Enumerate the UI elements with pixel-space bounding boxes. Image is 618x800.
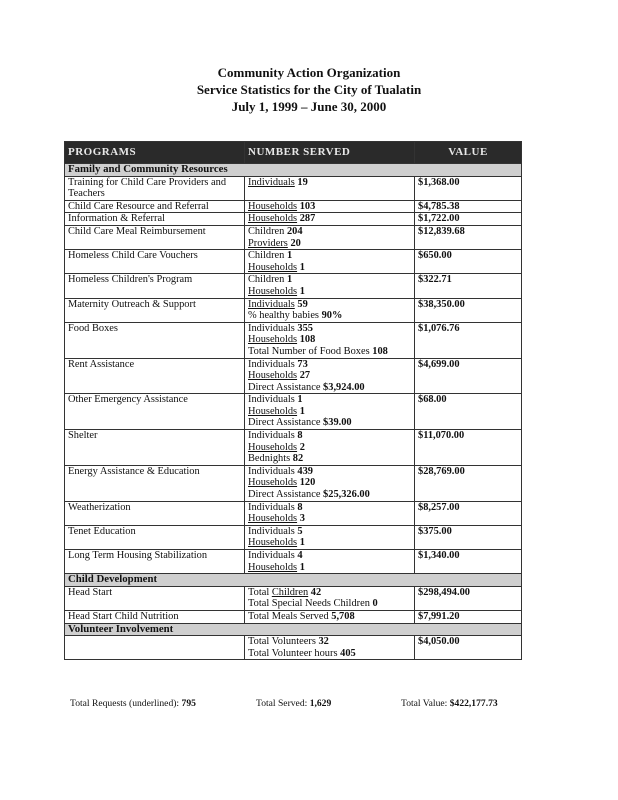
served-label: Individuals: [248, 525, 295, 537]
section-header-row: [65, 574, 522, 587]
served-line: [248, 359, 411, 371]
served-label: Total Number of Food Boxes: [248, 345, 370, 357]
served-count: 204: [286, 225, 303, 237]
served-count: 1: [299, 285, 305, 297]
served-label: Children: [248, 225, 285, 237]
number-served-cell: [245, 322, 415, 358]
table-row: [65, 213, 522, 226]
program-value: $322.71: [415, 274, 522, 298]
table-row: [65, 394, 522, 430]
program-name: Tenet Education: [65, 525, 245, 549]
number-served-cell: [245, 610, 415, 623]
served-label: Total Volunteers: [248, 636, 316, 648]
program-name: Maternity Outreach & Support: [65, 298, 245, 322]
served-count: 32: [318, 636, 329, 648]
served-count: 1: [299, 561, 305, 573]
number-served-cell: [245, 225, 415, 249]
served-line: [248, 648, 411, 660]
program-name: Head Start: [65, 586, 245, 610]
served-count: 405: [340, 647, 356, 659]
served-label: Individuals: [248, 322, 295, 334]
number-served-cell: [245, 358, 415, 394]
number-served-cell: [245, 465, 415, 501]
program-name: Homeless Children's Program: [65, 274, 245, 298]
table-row: [65, 225, 522, 249]
program-name: Food Boxes: [65, 322, 245, 358]
number-served-cell: [245, 274, 415, 298]
served-count: 1: [286, 250, 293, 262]
served-line: [248, 417, 411, 429]
served-count: $3,924.00: [323, 381, 365, 393]
served-line: [248, 323, 411, 335]
served-line: [248, 489, 411, 501]
total-requests-label: Total Requests (underlined):: [70, 698, 180, 709]
table-row: [65, 298, 522, 322]
number-served-cell: [245, 250, 415, 274]
served-count: 5,708: [331, 610, 355, 622]
served-label: Households: [248, 513, 298, 525]
served-label: Households: [248, 561, 298, 573]
served-label: Individuals: [248, 430, 295, 442]
program-value: $7,991.20: [415, 610, 522, 623]
served-label: Households: [248, 405, 298, 417]
served-count: 19: [297, 176, 308, 188]
table-row: [65, 322, 522, 358]
program-value: $68.00: [415, 394, 522, 430]
program-value: $375.00: [415, 525, 522, 549]
served-label: Households: [248, 213, 298, 225]
served-count: 2: [299, 441, 305, 453]
served-count: 1: [299, 261, 305, 273]
served-line: [248, 430, 411, 442]
served-label: Individuals: [248, 176, 295, 188]
program-value: $12,839.68: [415, 225, 522, 249]
program-name: Information & Referral: [65, 213, 245, 226]
served-line: [248, 238, 411, 250]
served-line: [248, 346, 411, 358]
served-line: [248, 370, 411, 382]
number-served-cell: [245, 550, 415, 574]
header-programs: PROGRAMS: [65, 142, 245, 164]
table-row: [65, 430, 522, 466]
header-value: VALUE: [415, 142, 522, 164]
section-title: Volunteer Involvement: [65, 623, 522, 636]
served-label: Children: [248, 250, 285, 262]
served-count: $39.00: [323, 417, 352, 429]
total-served: [256, 698, 331, 709]
program-name: Energy Assistance & Education: [65, 465, 245, 501]
served-label: Total Special Needs Children: [248, 598, 370, 610]
section-header-row: [65, 623, 522, 636]
served-label: Households: [248, 477, 298, 489]
program-name: Training for Child Care Providers and Teachers: [65, 176, 245, 200]
program-value: $38,350.00: [415, 298, 522, 322]
program-name: Long Term Housing Stabilization: [65, 550, 245, 574]
table-row: [65, 501, 522, 525]
served-count: 20: [290, 237, 301, 249]
served-count: 59: [297, 298, 308, 310]
served-line: [248, 513, 411, 525]
title-period: July 1, 1999 – June 30, 2000: [231, 99, 387, 114]
table-body: [65, 164, 522, 660]
served-line: [248, 562, 411, 574]
served-line: [248, 537, 411, 549]
program-value: $11,070.00: [415, 430, 522, 466]
program-value: $1,076.76: [415, 322, 522, 358]
total-requests: [70, 698, 196, 709]
number-served-cell: [245, 394, 415, 430]
program-value: $28,769.00: [415, 465, 522, 501]
served-label: Providers: [248, 237, 288, 249]
served-line: [248, 598, 411, 610]
total-value-amount: $422,177.73: [449, 698, 498, 709]
table-row: [65, 274, 522, 298]
program-name: Rent Assistance: [65, 358, 245, 394]
program-name: Shelter: [65, 430, 245, 466]
program-name: Other Emergency Assistance: [65, 394, 245, 430]
served-count: 439: [297, 465, 313, 477]
served-label: Households: [248, 285, 298, 297]
table-row: [65, 586, 522, 610]
served-count: 0: [372, 598, 378, 610]
served-label: Households: [248, 370, 298, 382]
program-name: Weatherization: [65, 501, 245, 525]
served-count: 1: [297, 394, 303, 406]
total-value: [401, 698, 498, 709]
program-value: $4,050.00: [415, 636, 522, 660]
program-name: [65, 636, 245, 660]
served-count: 73: [297, 358, 308, 370]
served-label: Children: [271, 586, 309, 598]
served-label: Households: [248, 537, 298, 549]
served-line: [248, 550, 411, 562]
section-title: Child Development: [65, 574, 522, 587]
table-row: [65, 176, 522, 200]
table-row: [65, 250, 522, 274]
served-line: [248, 466, 411, 478]
served-label: Total Volunteer hours: [248, 647, 338, 659]
served-prefix: Total: [248, 586, 272, 598]
program-value: $1,340.00: [415, 550, 522, 574]
number-served-cell: [245, 430, 415, 466]
program-name: Homeless Child Care Vouchers: [65, 250, 245, 274]
served-line: [248, 213, 411, 225]
served-label: Individuals: [248, 501, 295, 513]
program-value: $298,494.00: [415, 586, 522, 610]
served-count: $25,326.00: [323, 489, 370, 501]
served-line: [248, 299, 411, 311]
served-count: 82: [292, 453, 304, 465]
served-count: 5: [297, 525, 303, 537]
total-requests-value: 795: [181, 698, 196, 709]
program-value: $1,722.00: [415, 213, 522, 226]
served-line: [248, 201, 411, 213]
served-count: 1: [299, 405, 305, 417]
program-value: $650.00: [415, 250, 522, 274]
served-line: [248, 226, 411, 238]
served-label: Total Meals Served: [248, 610, 329, 622]
header-number-served: NUMBER SERVED: [245, 142, 415, 164]
served-count: 103: [299, 200, 316, 212]
table-row: [65, 465, 522, 501]
served-count: 355: [297, 322, 313, 334]
table-row: [65, 610, 522, 623]
served-label: Direct Assistance: [248, 381, 321, 393]
served-count: 8: [297, 430, 303, 442]
program-value: $8,257.00: [415, 501, 522, 525]
served-count: 108: [372, 345, 388, 357]
served-line: [248, 406, 411, 418]
served-count: 3: [299, 513, 305, 525]
service-statistics-table: [64, 141, 522, 660]
served-count: 27: [299, 370, 311, 382]
served-label: Individuals: [248, 394, 295, 406]
total-value-label: Total Value:: [401, 698, 448, 709]
number-served-cell: [245, 586, 415, 610]
served-count: 1: [299, 537, 305, 549]
served-line: [248, 587, 411, 599]
served-count: 4: [297, 550, 303, 561]
served-label: Households: [248, 261, 298, 273]
served-count: 108: [299, 334, 316, 346]
served-line: [248, 394, 411, 406]
number-served-cell: [245, 636, 415, 660]
number-served-cell: [245, 213, 415, 226]
served-line: [248, 453, 411, 465]
served-line: [248, 286, 411, 298]
served-line: [248, 310, 411, 322]
table-row: [65, 525, 522, 549]
program-value: $4,785.38: [415, 200, 522, 213]
number-served-cell: [245, 200, 415, 213]
served-label: Households: [248, 200, 298, 212]
served-label: Households: [248, 441, 298, 453]
served-line: [248, 334, 411, 346]
table-row: [65, 636, 522, 660]
served-count: 42: [310, 586, 322, 598]
served-label: Individuals: [248, 465, 295, 477]
served-label: Children: [248, 274, 285, 286]
table-row: [65, 550, 522, 574]
number-served-cell: [245, 176, 415, 200]
number-served-cell: [245, 501, 415, 525]
document-title: [0, 64, 618, 115]
served-count: 8: [297, 501, 303, 513]
served-line: [248, 502, 411, 514]
served-line: [248, 250, 411, 262]
served-label: Households: [248, 334, 298, 346]
number-served-cell: [245, 525, 415, 549]
table-row: [65, 358, 522, 394]
served-line: [248, 274, 411, 286]
section-header-row: [65, 164, 522, 177]
served-line: [248, 262, 411, 274]
total-served-label: Total Served:: [256, 698, 308, 709]
program-value: $1,368.00: [415, 176, 522, 200]
served-line: [248, 636, 411, 648]
program-name: Child Care Meal Reimbursement: [65, 225, 245, 249]
served-line: [248, 526, 411, 538]
table-header-row: [65, 142, 522, 164]
program-name: Head Start Child Nutrition: [65, 610, 245, 623]
served-count: 90%: [321, 310, 343, 322]
served-count: 1: [286, 274, 293, 286]
program-name: Child Care Resource and Referral: [65, 200, 245, 213]
title-subject: Service Statistics for the City of Tualatin: [196, 82, 422, 97]
served-line: [248, 611, 411, 623]
table-row: [65, 200, 522, 213]
number-served-cell: [245, 298, 415, 322]
served-label: Individuals: [248, 358, 295, 370]
served-line: [248, 442, 411, 454]
served-label: Direct Assistance: [248, 489, 321, 501]
program-value: $4,699.00: [415, 358, 522, 394]
served-label: % healthy babies: [248, 310, 319, 322]
served-label: Individuals: [248, 550, 295, 561]
served-count: 120: [299, 477, 316, 489]
total-served-value: 1,629: [309, 698, 332, 709]
served-label: Individuals: [248, 298, 295, 310]
title-organization: Community Action Organization: [217, 65, 401, 80]
served-count: 287: [299, 213, 316, 225]
served-line: [248, 382, 411, 394]
served-label: Direct Assistance: [248, 417, 321, 429]
served-label: Bednights: [248, 453, 291, 465]
served-line: [248, 477, 411, 489]
served-line: [248, 177, 411, 189]
section-title: Family and Community Resources: [65, 164, 522, 177]
